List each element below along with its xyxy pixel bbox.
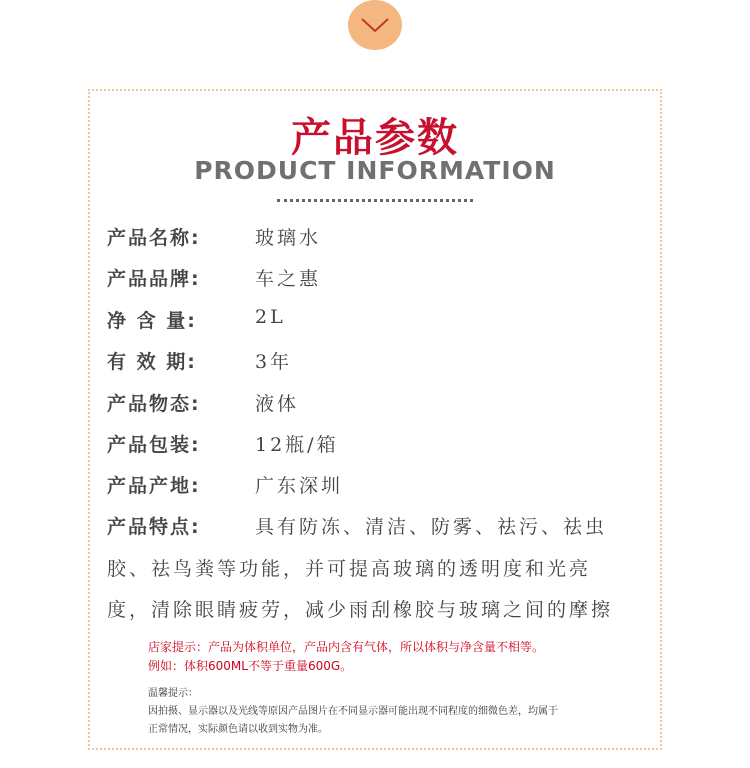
spec-value: 12瓶/箱 xyxy=(255,434,339,456)
tips-line1: 因拍摄、显示器以及光线等原因产品图片在不同显示器可能出现不同程度的细微色差，均属于 xyxy=(148,706,558,717)
notice-line2: 例如：体积600ML不等于重量600G。 xyxy=(148,659,353,673)
features-text-line2: 胶、祛鸟粪等功能，并可提高玻璃的透明度和光亮 xyxy=(107,558,592,580)
spec-label: 净 含 量: xyxy=(107,310,197,332)
spec-value: 广东深圳 xyxy=(255,475,344,497)
page-title: 产品参数 xyxy=(291,115,459,161)
tips-title: 温馨提示： xyxy=(148,688,198,699)
features-label: 产品特点: xyxy=(107,516,201,538)
spec-value: 3年 xyxy=(255,351,293,373)
features-text-line3: 度，清除眼睛疲劳，减少雨刮橡胶与玻璃之间的摩擦 xyxy=(107,599,614,621)
spec-row-features xyxy=(107,512,607,539)
spec-value: 2L xyxy=(255,306,286,328)
spec-label: 产品品牌: xyxy=(107,268,201,290)
spec-value: 液体 xyxy=(255,393,300,415)
spec-label: 产品物态: xyxy=(107,393,201,415)
spec-label: 产品名称: xyxy=(107,227,201,249)
chevron-down-icon xyxy=(360,17,390,33)
tips-line2: 正常情况，实际颜色请以收到实物为准。 xyxy=(148,724,328,735)
spec-label: 有 效 期: xyxy=(107,351,197,373)
top-chevron-badge xyxy=(348,0,402,50)
page-subtitle: PRODUCT INFORMATION xyxy=(194,156,556,185)
spec-label: 产品产地: xyxy=(107,475,201,497)
spec-value: 车之惠 xyxy=(255,268,322,290)
features-text-line1: 具有防冻、清洁、防雾、祛污、祛虫 xyxy=(255,516,608,538)
title-divider xyxy=(277,199,473,202)
spec-label: 产品包装: xyxy=(107,434,201,456)
spec-value: 玻璃水 xyxy=(255,227,322,249)
notice-line1: 店家提示：产品为体积单位，产品内含有气体，所以体积与净含量不相等。 xyxy=(148,640,545,654)
